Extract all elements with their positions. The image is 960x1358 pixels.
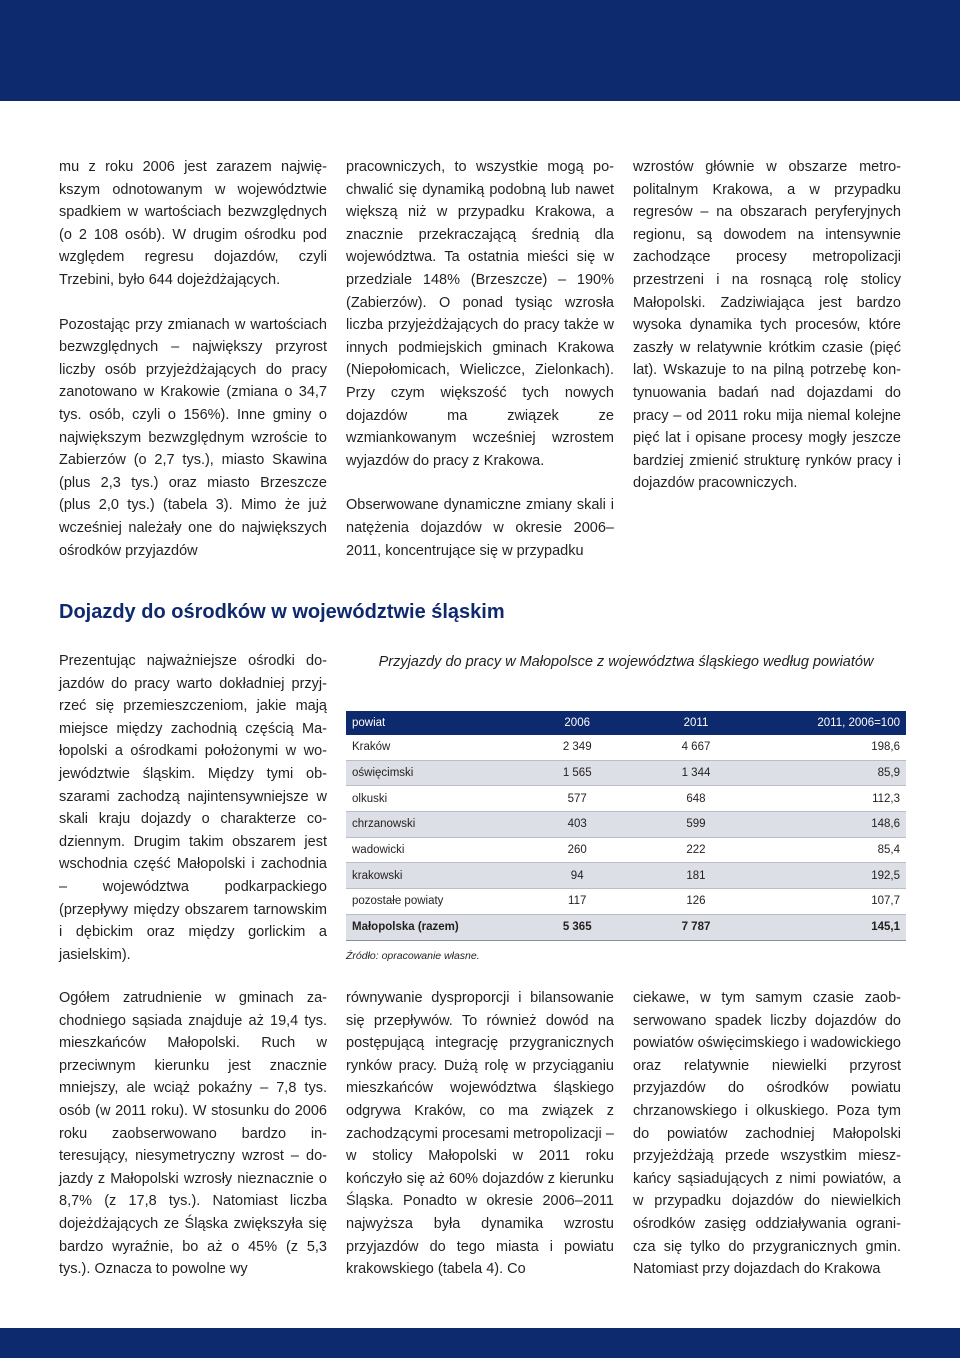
table-cell: chrzanowski	[346, 812, 518, 838]
table-cell: 112,3	[755, 786, 906, 812]
table-cell: Małopolska (razem)	[346, 914, 518, 940]
table-row	[346, 760, 906, 786]
table-cell: 4 667	[637, 735, 756, 760]
header-cell: 2011	[637, 711, 756, 735]
table-cell: 599	[637, 812, 756, 838]
table-cell: 7 787	[637, 914, 756, 940]
table-header-row	[346, 711, 906, 735]
table-cell: 126	[637, 889, 756, 915]
table-cell: 117	[518, 889, 637, 915]
table-cell: oświęcimski	[346, 760, 518, 786]
table-cell: 145,1	[755, 914, 906, 940]
text-column-top-2	[346, 156, 614, 562]
table-cell: 577	[518, 786, 637, 812]
paragraph: Pozostając przy zmianach w wartościach bezwzględnych – największy przyrost liczby osób przyjeżdżających do pracy zanotowano w Krakowie (zmiana o 34,7 tys. osób, czyli o 156%). Inne gminy o największym bezwzględnym wzroście to Zabierzów (o 2,7 tys.), miasto Skawina (plus 2,3 tys.) oraz miasto Brzeszcze (plus 2,0 tys.) (tabela 3). Mimo że już wcześniej należały one do największych ośrodków przyjazdów	[59, 316, 327, 559]
commuting-table	[346, 711, 906, 941]
table-row	[346, 837, 906, 863]
paragraph: równywanie dysproporcji i bilansowanie się przepływów. To również dowód na postępującą integrację przygranicznych rynków pracy. Dużą rolę w przyciąganiu mieszkańców województwa śląskiego odgrywa Kraków, co ma związek z zachodzącymi procesami metropolizacji – w stolicy Małopolski w 2011 roku kończyło się aż 60% dojazdów z kierunku Śląska. Ponadto w okresie 2006–2011 najwyższa była dynamika wzrostu przyjazdów do tego miasta i powiatu krakowskiego (tabela 4). Co	[346, 990, 614, 1278]
table-cell: pozostałe powiaty	[346, 889, 518, 915]
text-column-top-3	[633, 156, 901, 495]
paragraph: ciekawe, w tym samym czasie zaobserwowano spadek liczby dojazdów do powiatów oświęcimskiego i wadowickiego oraz relatywnie niewielki przyrost przyjazdów do ośrodków powiatu chrzanowskiego i olkuskiego. Poza tym do powiatów zachodniej Małopolski przyjeżdżają przede wszystkim mieszkańcy sąsiadujących z nimi powiatów, a w przypadku dojazdów do niewielkich ośrodków zasięg oddziaływania ogranicza się tylko do przygranicznych gmin. Natomiast przy dojazdach do Krakowa	[633, 990, 901, 1278]
table-cell: 85,4	[755, 837, 906, 863]
table-caption: Przyjazdy do pracy w Małopolsce z województwa śląskiego według powiatów	[378, 654, 874, 670]
table-cell: 2 349	[518, 735, 637, 760]
table-cell: krakowski	[346, 863, 518, 889]
table-cell: olkuski	[346, 786, 518, 812]
text-column-bottom-2	[346, 987, 614, 1281]
table-cell: 222	[637, 837, 756, 863]
table-cell: 85,9	[755, 760, 906, 786]
intro-paragraph: Prezentując najważniejsze ośrodki dojazdów do pracy warto dokładniej przyjrzeć się przemieszczeniom, jakie mają miejsce między zachodnią częścią Małopolski a ośrodkami położonymi w województwie śląskim. Między tymi obszarami zachodzą najintensywniejsze w skali kraju dojazdy o charakterze codziennym. Drugim takim obszarem jest wschodnia część Małopolski i zachodnia – województwa podkarpackiego (przepływy między obszarem tarnowskim i dębickim oraz między gorlickim a jasielskim).	[59, 653, 327, 963]
table-source: Źródło: opracowanie własne.	[346, 950, 480, 962]
table-cell: 192,5	[755, 863, 906, 889]
table-cell: 403	[518, 812, 637, 838]
paragraph: Ogółem zatrudnienie w gminach zachodniego sąsiada znajduje aż 19,4 tys. mieszkańców Małopolski. Ruch w przeciwnym kierunku jest znacznie mniejszy, ale wciąż pokaźny – 7,8 tys. osób (w 2011 roku). W stosunku do 2006 roku zaobserwowano bardzo interesujący, niesymetryczny wzrost – dojazdy z Małopolski wzrosły nieznacznie o 8,7% (z 17,8 tys.). Natomiast liczba dojeżdżających ze Śląska zwiększyła się bardzo wyraźnie, bo aż o 45% (z 5,3 tys.). Oznacza to powolne wy	[59, 990, 327, 1278]
table-cell: wadowicki	[346, 837, 518, 863]
paragraph: mu z roku 2006 jest zarazem największym odnotowanym w województwie spadkiem w wartościach bezwzględnych (o 2 108 osób). W drugim ośrodku pod względem regresu dojazdów, czyli Trzebini, było 644 dojeżdżających.	[59, 159, 327, 288]
table-row	[346, 863, 906, 889]
table-cell: 5 365	[518, 914, 637, 940]
table-cell: 181	[637, 863, 756, 889]
table-row	[346, 812, 906, 838]
table-cell: 107,7	[755, 889, 906, 915]
paragraph: Obserwowane dynamiczne zmiany skali i natężenia dojazdów w okresie 2006–2011, koncentrujące się w przypadku	[346, 497, 614, 559]
table-row	[346, 889, 906, 915]
text-column-bottom-1	[59, 987, 327, 1281]
paragraph: pracowniczych, to wszystkie mogą pochwalić się dynamiką podobną lub nawet większą niż w przypadku Krakowa, a znacznie przekraczającą średnią dla województwa. Ta ostatnia mieści się w przedziale 148% (Brzeszcze) – 190% (Zabierzów). O ponad tysiąc wzrosła liczba przyjeżdżających do pracy także w innych podmiejskich gminach Krakowa (Niepołomicach, Wieliczce, Zielonkach). Przy czym większość tych nowych dojazdów ma związek ze wzmiankowanym wcześniej wzrostem wyjazdów do pracy z Krakowa.	[346, 159, 614, 469]
footer-band	[0, 1328, 960, 1358]
table-cell: Kraków	[346, 735, 518, 760]
table-cell: 198,6	[755, 735, 906, 760]
header-band	[0, 0, 960, 101]
table-row	[346, 735, 906, 760]
paragraph: wzrostów głównie w obszarze metropolitalnym Krakowa, a w przypadku regresów – na obszarach peryferyjnych regionu, są dowodem na intensywnie zachodzące procesy metropolizacji przestrzeni i na rosnącą rolę stolicy Małopolski. Zadziwiająca jest bardzo wysoka dynamika tych procesów, które zaszły w relatywnie krótkim czasie (pięć lat). Wskazuje to na pilną potrzebę kontynuowania badań nad dojazdami do pracy – od 2011 roku mija niemal kolejne pięć lat i opisane procesy mogły jeszcze bardziej zmienić strukturę rynków pracy i dojazdów pracowniczych.	[633, 159, 901, 492]
header-cell: 2006	[518, 711, 637, 735]
table-cell: 1 344	[637, 760, 756, 786]
table-cell: 94	[518, 863, 637, 889]
table-total-row	[346, 914, 906, 940]
header-cell: powiat	[346, 711, 518, 735]
section-heading: Dojazdy do ośrodków w województwie śląskim	[59, 601, 505, 623]
table-cell: 648	[637, 786, 756, 812]
table-row	[346, 786, 906, 812]
table-cell: 1 565	[518, 760, 637, 786]
text-column-top-1	[59, 156, 327, 562]
table-cell: 260	[518, 837, 637, 863]
header-cell: 2011, 2006=100	[755, 711, 906, 735]
table-cell: 148,6	[755, 812, 906, 838]
text-column-bottom-3	[633, 987, 901, 1281]
